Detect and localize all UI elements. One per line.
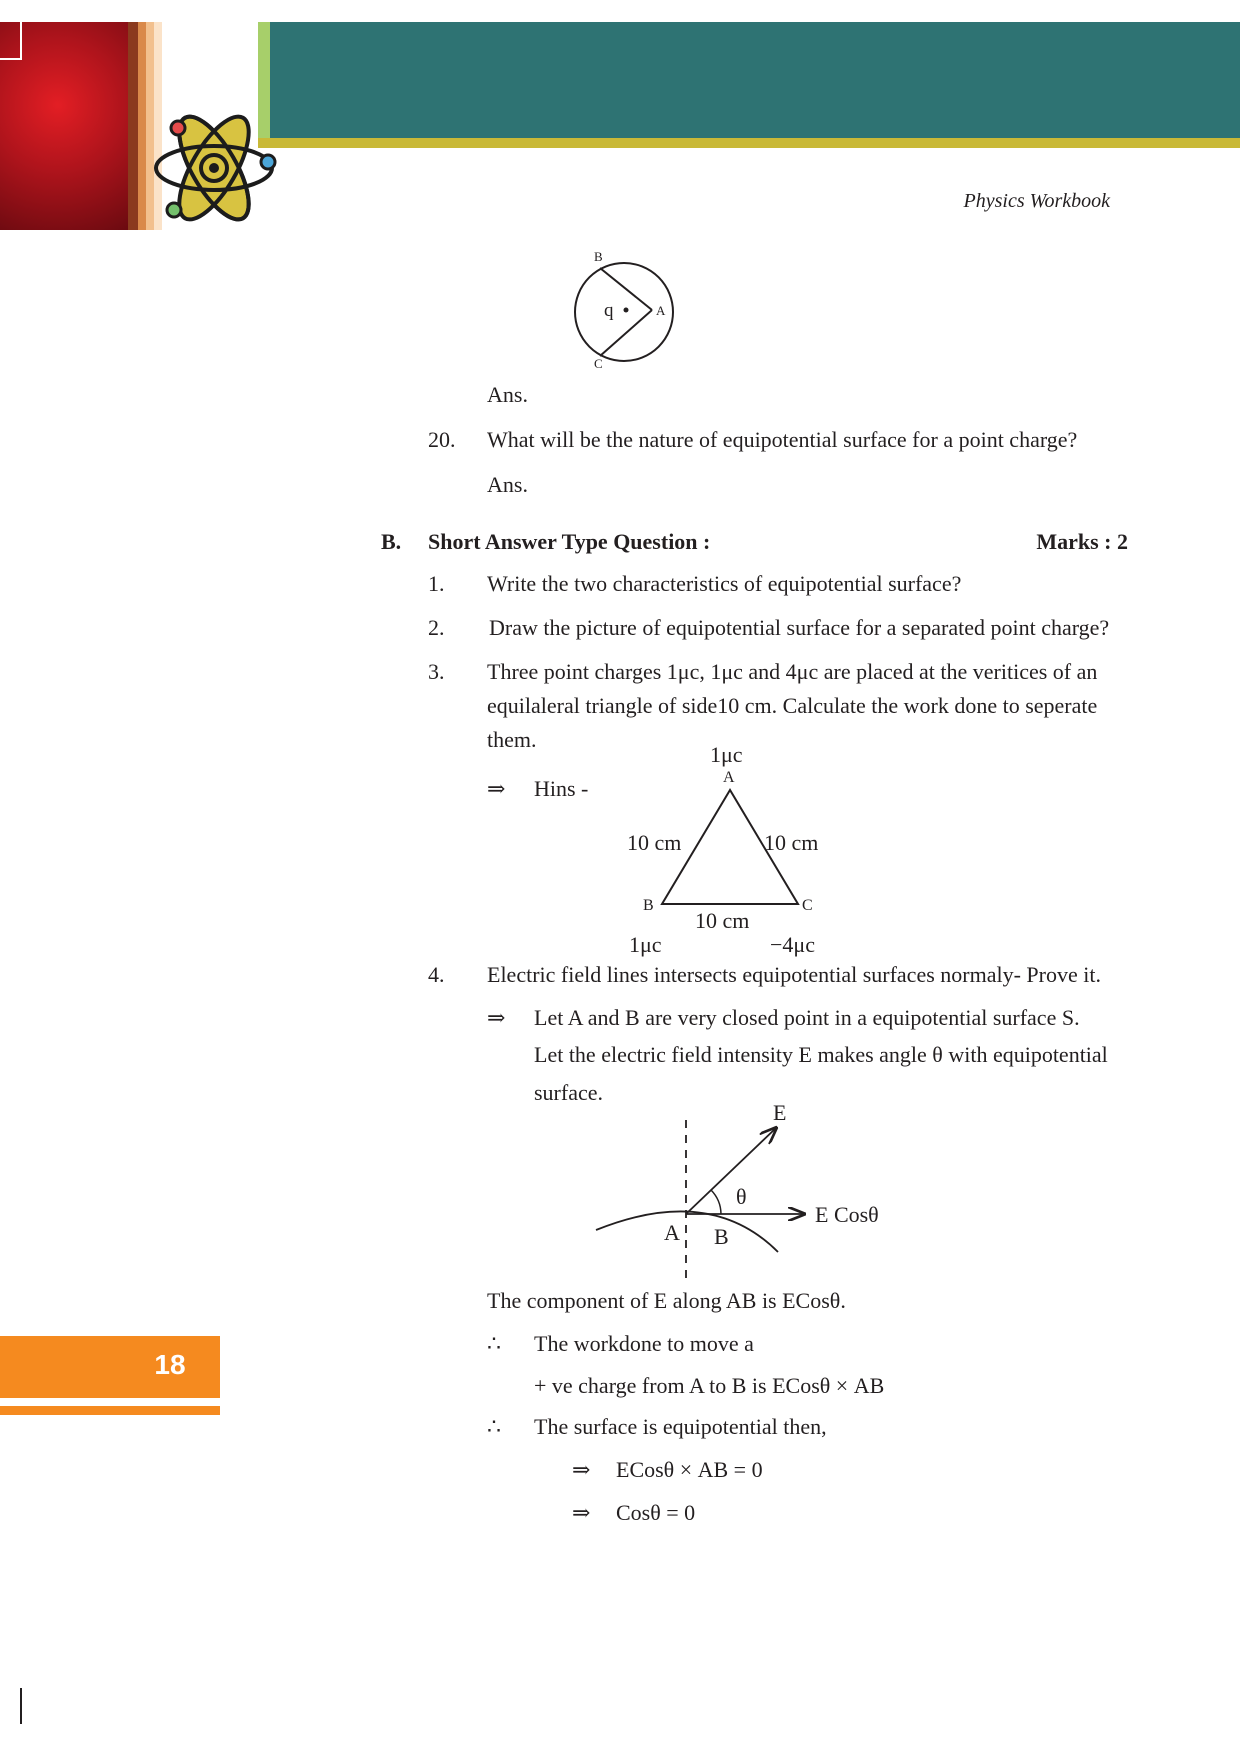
therefore-symbol: ∴ [487,1331,501,1356]
crop-mark [0,22,22,60]
question-number: 20. [428,427,456,452]
figure-label-b: B [594,249,603,264]
question-number: 1. [428,571,445,596]
page-number-underline [0,1406,220,1415]
header-band [270,22,1240,138]
workdone-line: + ve charge from A to B is ECosθ × AB [534,1373,885,1398]
crop-mark [0,1688,22,1724]
section-title: Short Answer Type Question : [428,529,711,554]
running-title: Physics Workbook [963,190,1110,212]
question-text-line: them. [487,727,537,752]
atom-icon [148,100,280,236]
equation-arrow: ⇒ [572,1500,591,1525]
gaussian-circle-figure [570,248,680,372]
workdone-line: The workdone to move a [534,1331,754,1356]
question-text: Write the two characteristics of equipotential surface? [487,571,962,596]
therefore-symbol: ∴ [487,1414,501,1439]
section-marks: Marks : 2 [1036,529,1128,554]
field-label-e: E [773,1100,787,1125]
equation-arrow: ⇒ [572,1457,591,1482]
triangle-label-c: C [802,897,813,914]
triangle-left-charge: 1μc [629,932,662,957]
equation-2: Cosθ = 0 [616,1500,696,1525]
proof-line: Let the electric field intensity E makes angle θ with equipotential [534,1042,1108,1067]
field-label-ecos: E Cosθ [815,1202,879,1227]
equipotential-line: The surface is equipotential then, [534,1414,827,1439]
proof-line: Let A and B are very closed point in a equipotential surface S. [534,1005,1080,1030]
hint-arrow: ⇒ [487,776,506,801]
equation-1: ECosθ × AB = 0 [616,1457,763,1482]
field-angle-figure [590,1098,900,1284]
triangle-left-side: 10 cm [627,830,682,855]
section-letter: B. [381,529,402,554]
header-stripe [128,22,138,230]
triangle-base: 10 cm [695,908,750,933]
question-text-line: Three point charges 1μc, 1μc and 4μc are placed at the veritices of an [487,659,1098,684]
question-number: 3. [428,659,445,684]
question-text: Draw the picture of equipotential surface for a separated point charge? [489,615,1110,640]
component-line: The component of E along AB is ECosθ. [487,1288,846,1313]
proof-line: surface. [534,1080,604,1105]
field-label-b: B [714,1224,729,1249]
proof-arrow: ⇒ [487,1005,506,1030]
triangle-label-a: A [723,769,735,786]
field-label-theta: θ [736,1184,747,1209]
field-label-a: A [664,1220,680,1245]
question-text-line: equilaleral triangle of side10 cm. Calculate the work done to seperate [487,693,1098,718]
answer-label: Ans. [487,382,528,407]
triangle-right-charge: −4μc [770,932,815,957]
header-stripe [138,22,146,230]
triangle-figure [620,738,840,960]
figure-label-c: C [594,356,603,371]
triangle-label-b: B [643,897,654,914]
answer-label: Ans. [487,472,528,497]
question-number: 4. [428,962,445,987]
question-number: 2. [428,615,445,640]
header-yellow-stripe [258,138,1240,148]
triangle-top-charge: 1μc [710,742,743,767]
page-number: 18 [154,1349,186,1380]
figure-label-q: q [604,300,614,321]
hint-label: Hins - [534,776,589,801]
question-text: Electric field lines intersects equipotential surfaces normaly- Prove it. [487,962,1101,987]
triangle-right-side: 10 cm [764,830,819,855]
question-text: What will be the nature of equipotential surface for a point charge? [487,427,1078,452]
figure-label-a: A [656,303,666,318]
